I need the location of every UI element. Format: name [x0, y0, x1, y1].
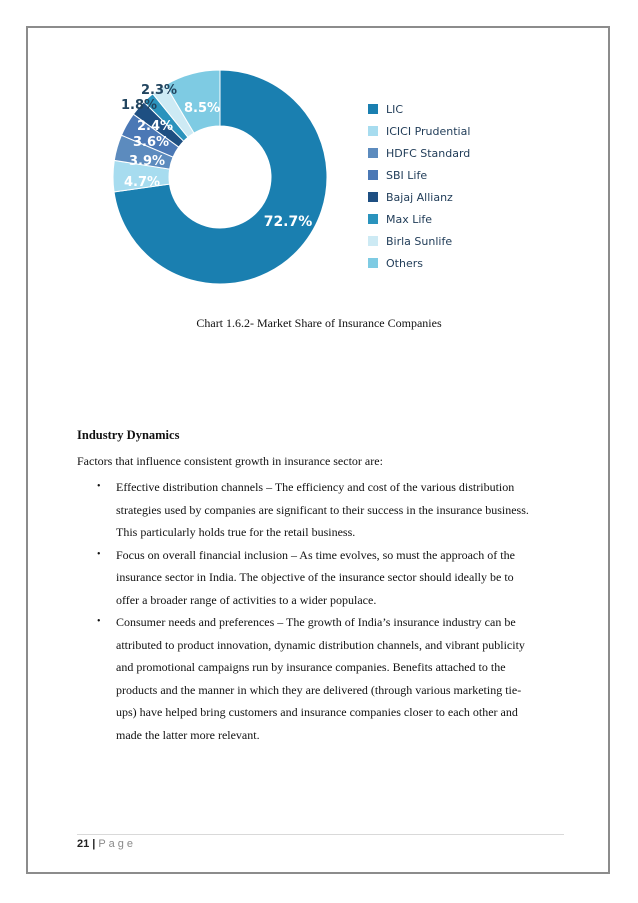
intro-text: Factors that influence consistent growth in insurance sector are:	[77, 454, 383, 468]
bullet-dot-icon: •	[97, 616, 101, 627]
data-label: 72.7%	[263, 214, 313, 230]
data-label: 2.3%	[140, 83, 178, 98]
legend-swatch	[368, 126, 378, 136]
legend-swatch	[368, 236, 378, 246]
legend-label: Birla Sunlife	[386, 235, 453, 248]
legend-swatch	[368, 170, 378, 180]
legend-swatch	[368, 258, 378, 268]
legend-label: HDFC Standard	[386, 147, 471, 160]
footer-rule	[77, 834, 564, 835]
legend-label: Bajaj Allianz	[386, 191, 453, 204]
legend-swatch	[368, 104, 378, 114]
bullet-line: Focus on overall financial inclusion – As time evolves, so must the approach of the	[116, 547, 515, 562]
bullet-line: offer a broader range of activities to a wider populace.	[116, 592, 377, 607]
bullet-line: made the latter more relevant.	[116, 727, 260, 742]
bullet-line: Effective distribution channels – The efficiency and cost of the various distribution	[116, 480, 515, 494]
bullet-line: ups) have helped bring customers and insurance companies closer to each other and	[116, 705, 518, 719]
page-number: 21	[77, 838, 90, 850]
bullet-line: Consumer needs and preferences – The growth of India’s insurance industry can be	[116, 615, 516, 629]
data-label: 2.4%	[136, 119, 174, 134]
bullet-line: strategies used by companies are significant to their success in the insurance business.	[116, 502, 529, 517]
page-word: Page	[98, 838, 137, 850]
bullet-line: This particularly holds true for the retail business.	[116, 525, 356, 539]
legend-swatch	[368, 192, 378, 202]
bullet-list	[77, 476, 567, 746]
bullet-dot-icon: •	[97, 548, 101, 560]
legend-label: Max Life	[386, 213, 433, 226]
data-label: 1.8%	[120, 98, 158, 113]
industry-dynamics-section	[77, 428, 567, 746]
legend-label: SBI Life	[386, 169, 428, 182]
legend-swatch	[368, 214, 378, 224]
legend-swatch	[368, 148, 378, 158]
footer-separator: |	[92, 838, 96, 850]
bullet-line: products and the manner in which they are delivered (through various marketing tie-	[116, 682, 522, 697]
bullet-line: attributed to product innovation, dynamic distribution channels, and vibrant publicity	[116, 637, 525, 652]
market-share-donut-chart	[0, 0, 638, 310]
legend-label: LIC	[386, 103, 404, 116]
page-footer	[77, 838, 136, 850]
bullet-line: and promotional campaigns run by insurance companies. Benefits attached to the	[116, 660, 506, 674]
bullet-item	[77, 611, 567, 746]
data-label: 3.9%	[128, 154, 166, 169]
bullet-item	[77, 476, 567, 544]
data-label: 3.6%	[132, 135, 170, 150]
bullet-line: insurance sector in India. The objective of the insurance sector should ideally be to	[116, 570, 514, 584]
bullet-item	[77, 544, 567, 612]
legend-label: ICICI Prudential	[386, 125, 471, 138]
section-heading: Industry Dynamics	[77, 428, 180, 442]
data-label: 8.5%	[183, 101, 221, 116]
legend-label: Others	[386, 257, 423, 270]
bullet-dot-icon: •	[97, 481, 101, 492]
data-label: 4.7%	[123, 175, 161, 190]
chart-caption: Chart 1.6.2- Market Share of Insurance Companies	[196, 316, 442, 330]
